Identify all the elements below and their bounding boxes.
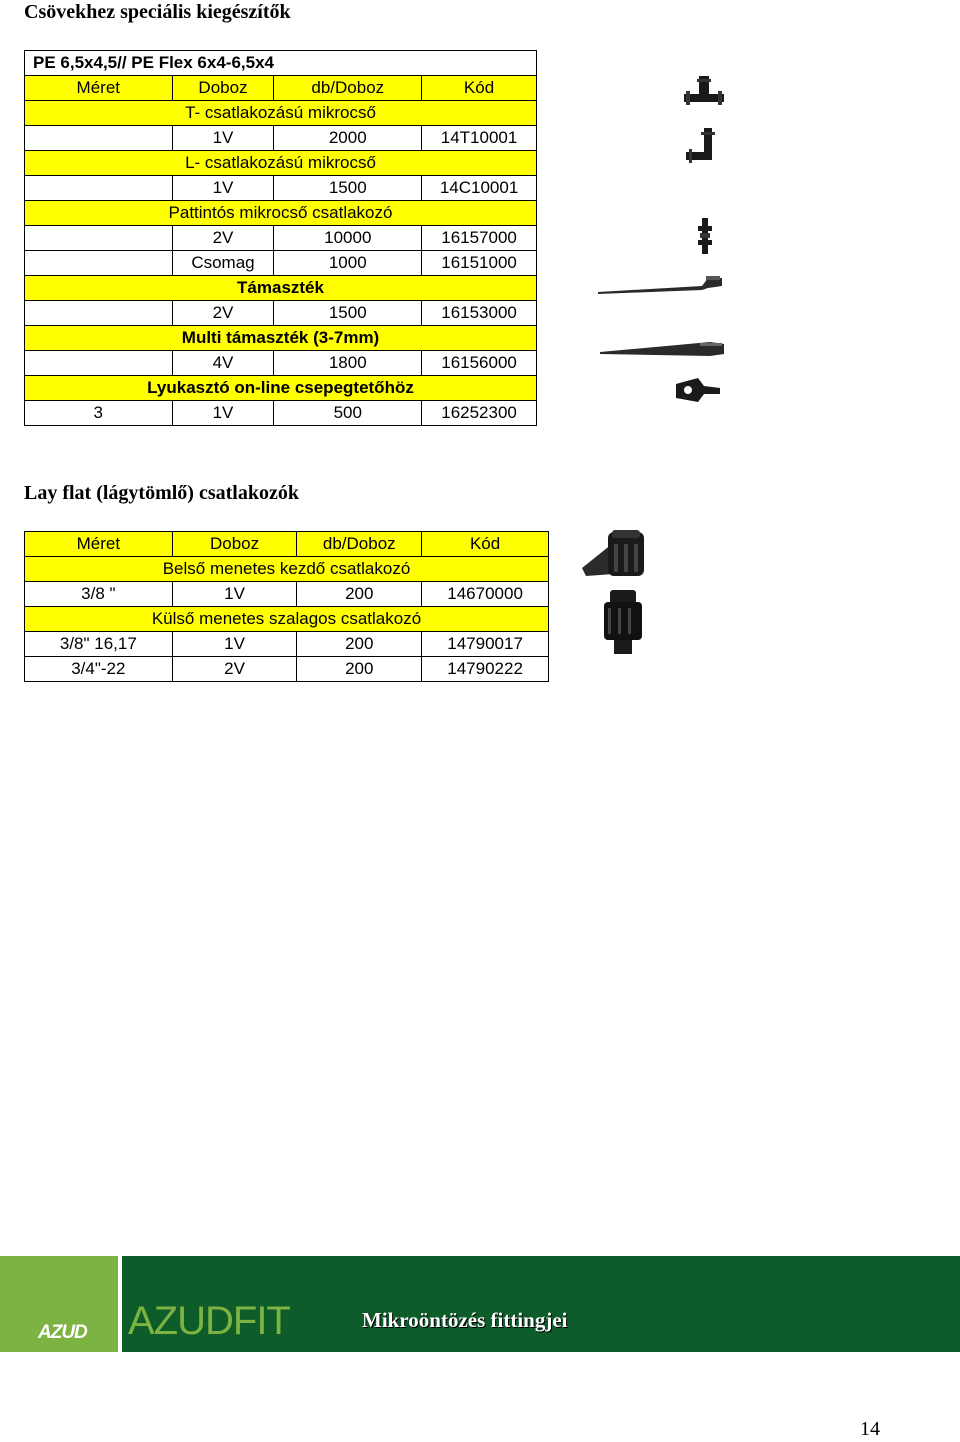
table-cell: 1V	[172, 582, 297, 607]
table-cell: 1V	[172, 126, 274, 151]
table-cell: 3/4"-22	[25, 657, 173, 682]
column-header: Méret	[25, 532, 173, 557]
table-cell: 14670000	[422, 582, 549, 607]
table-cell: 1V	[172, 632, 297, 657]
table-cell: 16157000	[422, 226, 537, 251]
azudfit-logo: AZUDFIT	[128, 1299, 290, 1343]
table-cell: 200	[297, 582, 422, 607]
table-cell: 2V	[172, 657, 297, 682]
group-label: Támaszték	[25, 276, 537, 301]
punch-tool-image	[674, 376, 722, 404]
section-title-layflat: Lay flat (lágytömlő) csatlakozók	[24, 482, 299, 504]
table-row	[25, 582, 549, 607]
group-label: Külső menetes szalagos csatlakozó	[25, 607, 549, 632]
table-cell: 2V	[172, 301, 274, 326]
table-row	[25, 657, 549, 682]
table-header-row	[25, 76, 537, 101]
group-label: Pattintós mikrocső csatlakozó	[25, 201, 537, 226]
table-cell: 200	[297, 657, 422, 682]
table-cell	[25, 251, 173, 276]
table-cell	[25, 226, 173, 251]
group-header-row	[25, 326, 537, 351]
table-row	[25, 176, 537, 201]
table-cell: Csomag	[172, 251, 274, 276]
table-row	[25, 351, 537, 376]
column-header: db/Doboz	[297, 532, 422, 557]
table-cell: 2000	[274, 126, 422, 151]
table-cell: 3/8 "	[25, 582, 173, 607]
footer-banner	[0, 1256, 960, 1352]
stake-image	[598, 272, 724, 296]
table-cell	[25, 126, 173, 151]
group-header-row	[25, 201, 537, 226]
table-cell: 2V	[172, 226, 274, 251]
table-cell: 4V	[172, 351, 274, 376]
multi-stake-image	[600, 336, 726, 360]
accessories-table	[24, 50, 537, 426]
table-row	[25, 226, 537, 251]
table-cell: 14C10001	[422, 176, 537, 201]
group-label: Belső menetes kezdő csatlakozó	[25, 557, 549, 582]
table-row	[25, 401, 537, 426]
footer-tagline: Mikroöntözés fittingjei	[362, 1308, 568, 1332]
table-cell: 16252300	[422, 401, 537, 426]
table-cell	[25, 301, 173, 326]
table-cell	[25, 351, 173, 376]
table-cell: 1V	[172, 176, 274, 201]
table-cell: 500	[274, 401, 422, 426]
column-header: db/Doboz	[274, 76, 422, 101]
group-label: Lyukasztó on-line csepegtetőhöz	[25, 376, 537, 401]
table-cell: 1500	[274, 301, 422, 326]
table-row	[25, 251, 537, 276]
outer-thread-connector-image	[602, 590, 644, 656]
column-header: Kód	[422, 76, 537, 101]
page-number: 14	[860, 1418, 880, 1440]
table-title: PE 6,5x4,5// PE Flex 6x4-6,5x4	[25, 51, 537, 76]
table-cell: 14790017	[422, 632, 549, 657]
inner-thread-connector-image	[582, 526, 646, 580]
t-connector-image	[684, 76, 724, 110]
group-header-row	[25, 557, 549, 582]
group-label: Multi támaszték (3-7mm)	[25, 326, 537, 351]
group-label: L- csatlakozású mikrocső	[25, 151, 537, 176]
table-header-row	[25, 532, 549, 557]
group-header-row	[25, 276, 537, 301]
snap-connector-image	[696, 218, 714, 254]
table-cell: 16156000	[422, 351, 537, 376]
table-cell: 1V	[172, 401, 274, 426]
table-cell: 3	[25, 401, 173, 426]
group-label: T- csatlakozású mikrocső	[25, 101, 537, 126]
azud-logo: AZUD	[38, 1322, 87, 1343]
table-cell: 10000	[274, 226, 422, 251]
section-title-accessories: Csövekhez speciális kiegészítők	[24, 1, 291, 23]
group-header-row	[25, 151, 537, 176]
table-cell: 1000	[274, 251, 422, 276]
table-cell: 1800	[274, 351, 422, 376]
footer-brand-block	[0, 1256, 118, 1352]
column-header: Doboz	[172, 532, 297, 557]
table-row	[25, 301, 537, 326]
table-row	[25, 632, 549, 657]
table-cell: 16151000	[422, 251, 537, 276]
group-header-row	[25, 376, 537, 401]
table-cell: 200	[297, 632, 422, 657]
group-header-row	[25, 607, 549, 632]
layflat-table	[24, 531, 549, 682]
table-title-row	[25, 51, 537, 76]
group-header-row	[25, 101, 537, 126]
table-cell: 14T10001	[422, 126, 537, 151]
table-row	[25, 126, 537, 151]
table-cell: 16153000	[422, 301, 537, 326]
column-header: Kód	[422, 532, 549, 557]
table-cell: 1500	[274, 176, 422, 201]
table-cell	[25, 176, 173, 201]
table-cell: 14790222	[422, 657, 549, 682]
column-header: Doboz	[172, 76, 274, 101]
l-connector-image	[686, 128, 718, 166]
table-cell: 3/8" 16,17	[25, 632, 173, 657]
column-header: Méret	[25, 76, 173, 101]
